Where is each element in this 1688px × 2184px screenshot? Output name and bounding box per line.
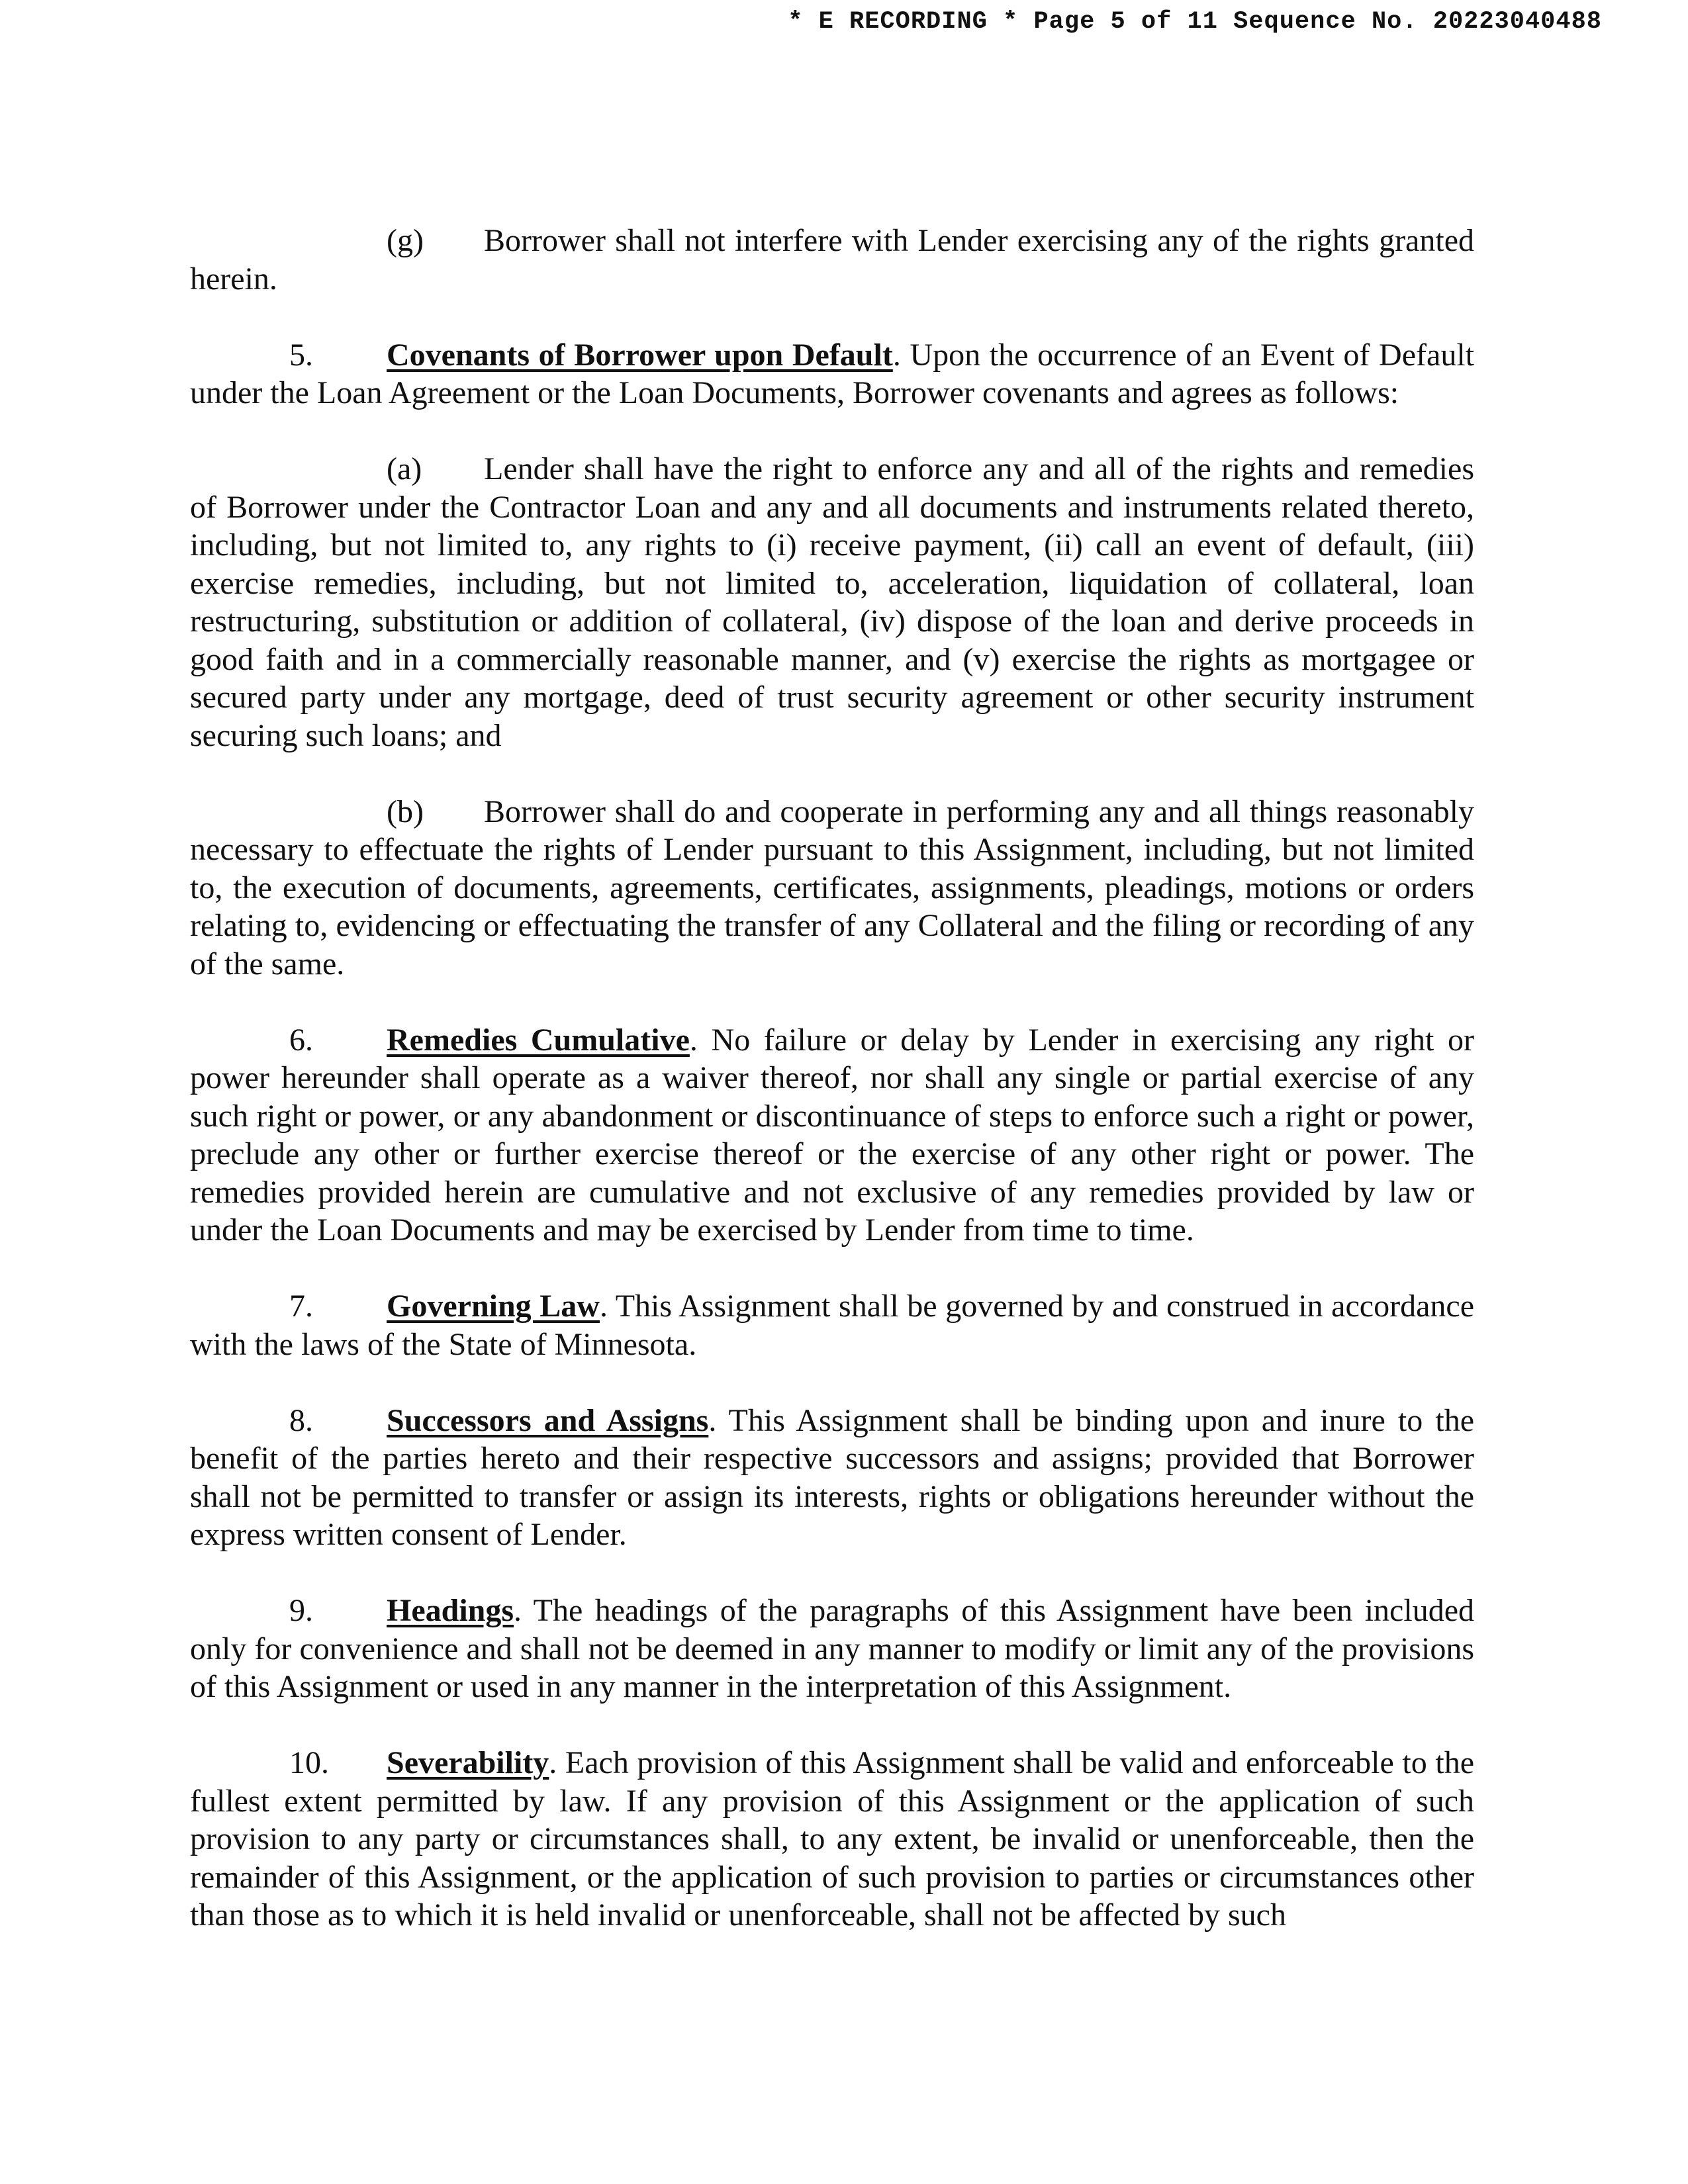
section-heading: Remedies Cumulative	[387, 1022, 690, 1058]
section-text: . This Assignment shall be binding upon and inure to the benefit of the parties hereto and their respective successors and assigns; provided that Borrower shall not be permitted to transfer or assign its interests, rights or obligations hereunder without the express written consent of Lender.	[190, 1402, 1474, 1552]
paragraph-text: Lender shall have the right to enforce any and all of the rights and remedies of Borrower under the Contractor Loan and any and all documents and instruments related thereto, including, but not limited to, any rights to (i) receive payment, (ii) call an event of default, (iii) exercise remedies, including, but not limited to, acceleration, liquidation of collateral, loan restructuring, substitution or addition of collateral, (iv) dispose of the loan and derive proceeds in good faith and in a commercially reasonable manner, and (v) exercise the rights as mortgagee or secured party under any mortgage, deed of trust security agreement or other security instrument securing such loans; and	[190, 451, 1474, 753]
section-5	[190, 336, 1474, 412]
section-heading: Headings	[387, 1593, 514, 1628]
section-text: . Upon the occurrence of an Event of Default under the Loan Agreement or the Loan Documents, Borrower covenants and agrees as follows:	[190, 337, 1474, 410]
paragraph-text: Borrower shall do and cooperate in performing any and all things reasonably necessary to effectuate the rights of Lender pursuant to this Assignment, including, but not limited to, the execution of documents, agreements, certificates, assignments, pleadings, motions or orders relating to, evidencing or effectuating the transfer of any Collateral and the filing or recording of any of the same.	[190, 794, 1474, 981]
document-body	[190, 222, 1474, 1934]
section-heading: Successors and Assigns	[387, 1402, 709, 1438]
paragraph-5b	[190, 793, 1474, 983]
subsection-label: (b)	[387, 794, 424, 829]
paragraph-5a	[190, 450, 1474, 754]
section-number: 7.	[289, 1289, 313, 1324]
section-number: 6.	[289, 1022, 313, 1058]
section-6	[190, 1021, 1474, 1250]
section-8	[190, 1402, 1474, 1554]
section-7	[190, 1287, 1474, 1363]
section-heading: Governing Law	[387, 1289, 600, 1324]
section-9	[190, 1592, 1474, 1706]
subsection-label: (a)	[387, 451, 422, 486]
section-number: 10.	[289, 1745, 329, 1780]
section-heading: Severability	[387, 1745, 549, 1780]
section-text: . The headings of the paragraphs of this Assignment have been included only for convenience and shall not be deemed in any manner to modify or limit any of the provisions of this Assignment or used in any manner in the interpretation of this Assignment.	[190, 1593, 1474, 1704]
section-heading: Covenants of Borrower upon Default	[387, 337, 893, 373]
section-text: . This Assignment shall be governed by and construed in accordance with the laws of the State of Minnesota.	[190, 1289, 1474, 1362]
section-number: 9.	[289, 1593, 313, 1628]
section-text: . No failure or delay by Lender in exercising any right or power hereunder shall operate as a waiver thereof, nor shall any single or partial exercise of any such right or power, or any abandonment or discontinuance of steps to enforce such a right or power, preclude any other or further exercise thereof or the exercise of any other right or power. The remedies provided herein are cumulative and not exclusive of any remedies provided by law or under the Loan Documents and may be exercised by Lender from time to time.	[190, 1022, 1474, 1248]
subsection-label: (g)	[387, 223, 424, 258]
section-10	[190, 1744, 1474, 1934]
paragraph-4g	[190, 222, 1474, 298]
paragraph-text: Borrower shall not interfere with Lender exercising any of the rights granted herein.	[190, 223, 1474, 296]
section-number: 5.	[289, 337, 313, 373]
recording-header: * E RECORDING * Page 5 of 11 Sequence No. 20223040488	[788, 8, 1602, 36]
section-number: 8.	[289, 1402, 313, 1438]
section-text: . Each provision of this Assignment shall be valid and enforceable to the fullest extent permitted by law. If any provision of this Assignment or the application of such provision to any party or circumstances shall, to any extent, be invalid or unenforceable, then the remainder of this Assignment, or the application of such provision to parties or circumstances other than those as to which it is held invalid or unenforceable, shall not be affected by such	[190, 1745, 1474, 1933]
